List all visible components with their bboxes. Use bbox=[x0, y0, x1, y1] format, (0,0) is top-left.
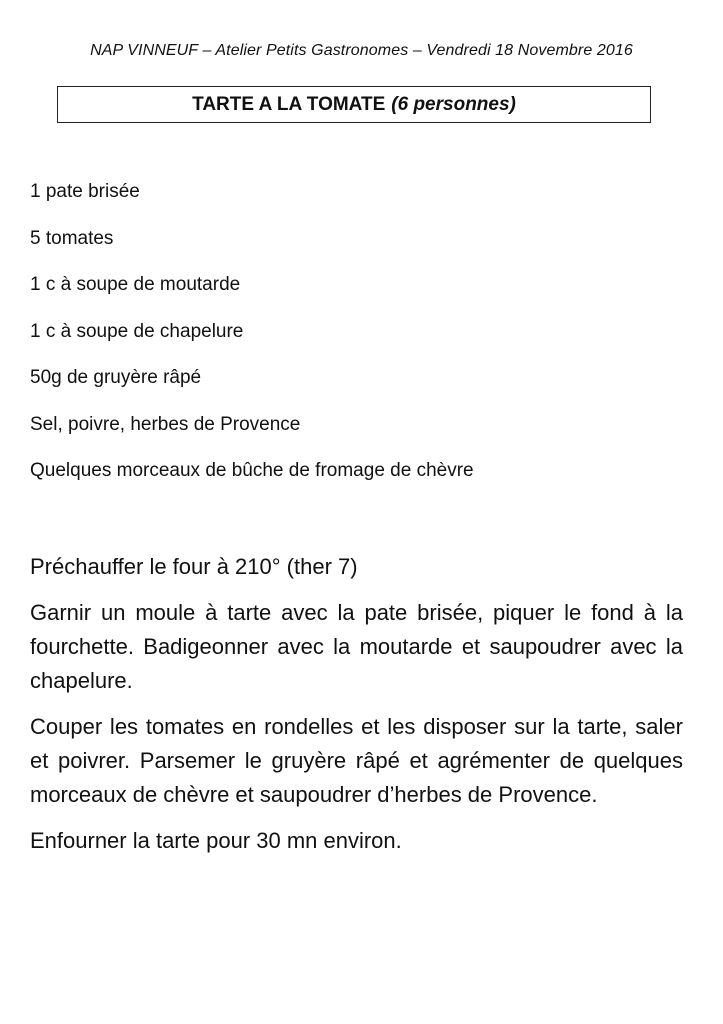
ingredient-item: 1 c à soupe de chapelure bbox=[30, 320, 244, 342]
recipe-step: Préchauffer le four à 210° (ther 7) bbox=[30, 554, 358, 579]
recipe-step: Garnir un moule à tarte avec la pate brisée, piquer le fond à la fourchette. Badigeonner avec la moutarde et saupoudrer avec la chapelure. bbox=[30, 600, 683, 693]
ingredient-item: 1 pate brisée bbox=[30, 181, 140, 202]
document-header: NAP VINNEUF – Atelier Petits Gastronomes – Vendredi 18 Novembre 2016 bbox=[90, 42, 633, 59]
recipe-steps bbox=[30, 550, 683, 870]
ingredient-item: 50g de gruyère râpé bbox=[30, 367, 202, 388]
ingredient-item: Sel, poivre, herbes de Provence bbox=[30, 413, 301, 435]
recipe-title: TARTE A LA TOMATE bbox=[192, 93, 386, 115]
ingredient-item: 5 tomates bbox=[30, 227, 114, 249]
ingredient-list bbox=[30, 178, 690, 504]
recipe-step: Enfourner la tarte pour 30 mn environ. bbox=[30, 828, 402, 853]
ingredient-item: Quelques morceaux de bûche de fromage de chèvre bbox=[30, 460, 474, 481]
recipe-step: Couper les tomates en rondelles et les disposer sur la tarte, saler et poivrer. Parsemer le gruyère râpé et agrémenter de quelques morceaux de chèvre et saupoudrer d’herbes de Provence. bbox=[30, 714, 683, 807]
recipe-title-box bbox=[57, 86, 651, 123]
ingredient-item: 1 c à soupe de moutarde bbox=[30, 274, 241, 295]
recipe-servings: (6 personnes) bbox=[391, 93, 516, 115]
